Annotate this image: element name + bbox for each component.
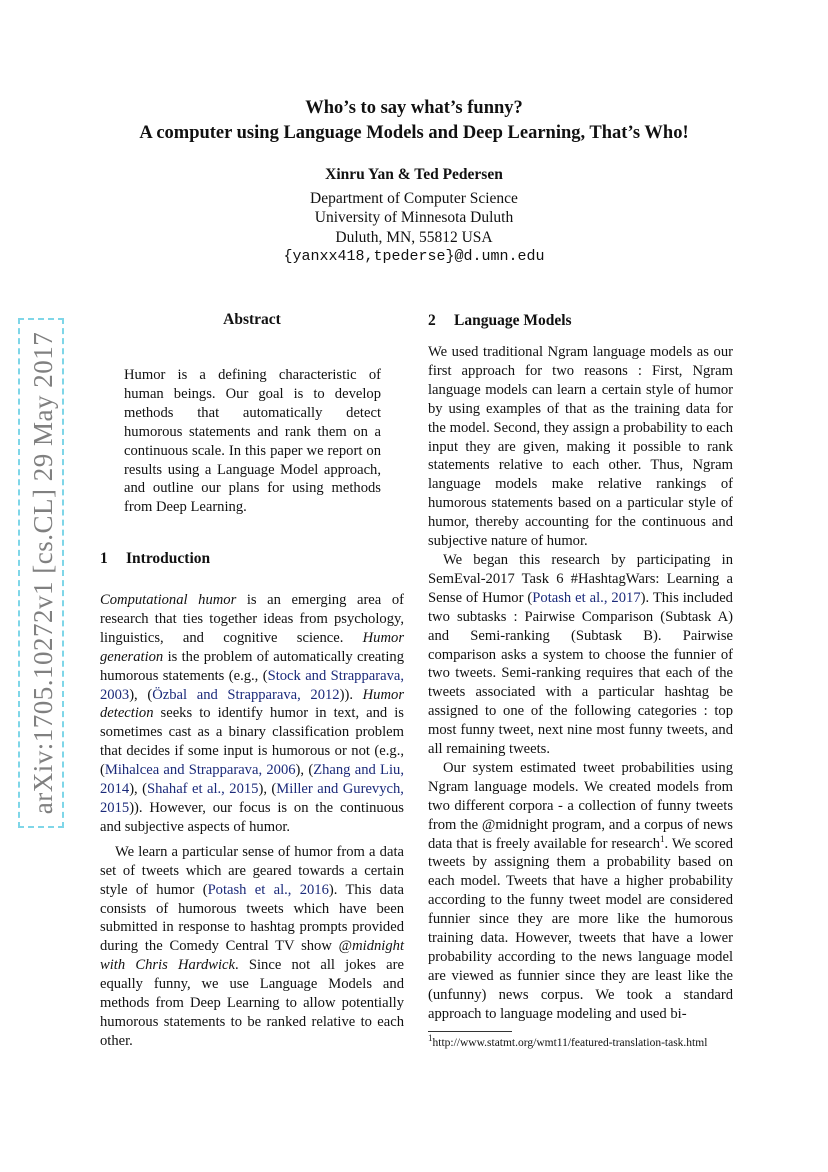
- title-line-2: A computer using Language Models and Deep Learning, That’s Who!: [139, 123, 689, 143]
- author-names: Xinru Yan & Ted Pedersen: [325, 166, 503, 183]
- footnote-marker[interactable]: 1: [660, 833, 665, 844]
- text-span: )). However, our focus is on the continuous and subjective aspects of humor.: [100, 799, 404, 835]
- citation-link[interactable]: Zhang and Liu, 2014: [100, 762, 404, 798]
- intro-paragraph-1: [100, 591, 404, 837]
- lm-title: Language Models: [454, 312, 572, 329]
- footnote-rule: [428, 1031, 512, 1032]
- text-span: ). This included two subtasks : Pairwise Comparison (Subtask A) and Semi-ranking (Subtask B). Pairwise comparison asks a system to choose the funnier of two tweets. Semi-ranking requires that each of the tweets associated with a particular hashtag be assigned to one of the following categories : top most funny tweet, next nine most funny tweets, and all remaining tweets.: [428, 589, 733, 758]
- term-midnight-show: midnight with Chris Hardwick: [100, 938, 404, 974]
- text-span: We learn a particular sense of humor from a data set of tweets which are geared towards a certain style of humor (: [100, 843, 404, 898]
- text-span: seeks to identify humor in text, and is sometimes cast as a binary classification problem that decides if some input is humorous or not (e.g., (: [100, 705, 404, 779]
- text-span: ), (: [258, 781, 277, 798]
- abstract-body: [124, 366, 381, 517]
- intro-number: 1: [100, 550, 108, 567]
- text-span: . We scored tweets by assigning them a probability based on each model. Tweets that have a higher probability according to the funny tweet model are considered funnier since they are more like the humorous training data. However, tweets that have a lower probability according to the news language model are viewed as funnier since they are least like the (unfunny) news corpus. We took a standard approach to language modeling and used bi-: [428, 835, 733, 1022]
- author-department: Department of Computer Science: [310, 189, 518, 207]
- author-city: Duluth, MN, 55812 USA: [335, 228, 493, 246]
- lm-heading: [428, 311, 572, 331]
- text-span: is the problem of automatically creating humorous statements (e.g., (: [100, 648, 404, 684]
- lm-body: [428, 343, 733, 1024]
- term-humor-generation: Humor generation: [100, 629, 404, 665]
- citation-link[interactable]: Miller and Gurevych, 2015: [100, 781, 404, 816]
- lm-paragraph-1: We used traditional Ngram language models as our first approach for two reasons : First, Ngram language models can learn a certain style of humor by using examples of that as the training data for the model. Second, they assign a probability to each input they are given, making it possible to rank statements relative to each other. Thus, Ngram language models make relative rankings of humorous statements based on a particular style of humor, thereby accounting for the continuous and subjective nature of humor.: [428, 344, 733, 550]
- citation-link[interactable]: Özbal and Strapparava, 2012: [152, 686, 340, 703]
- abstract-heading: Abstract: [223, 311, 281, 328]
- text-span: . Since not all jokes are equally funny, we use Language Models and methods from Deep Learning to allow potentially humorous statements to be ranked relative to each other.: [100, 957, 404, 1049]
- text-span: ). This data consists of humorous tweets which have been submitted in response to hashtag prompts provided during the Comedy Central TV show @: [100, 881, 404, 955]
- text-span: ), (: [129, 686, 153, 703]
- text-span: ), (: [295, 762, 314, 779]
- intro-paragraph-2: [100, 843, 404, 1051]
- term-computational-humor: Computational humor: [100, 592, 237, 608]
- author-block: [0, 165, 828, 267]
- text-span: We began this research by participating in SemEval-2017 Task 6 #HashtagWars: Learning a Sense of Humor (: [428, 551, 733, 606]
- citation-link[interactable]: Potash et al., 2016: [207, 881, 329, 898]
- lm-number: 2: [428, 312, 436, 329]
- title-line-1: Who’s to say what’s funny?: [305, 98, 523, 118]
- citation-link[interactable]: Shahaf et al., 2015: [147, 781, 259, 798]
- paper-title: [0, 96, 828, 146]
- intro-title: Introduction: [126, 550, 211, 567]
- text-span: Our system estimated tweet probabilities using Ngram language models. We created models from two different corpora - a collection of funny tweets from the @midnight program, and a corpus of news data that is freely available for research: [428, 759, 733, 852]
- arxiv-stamp[interactable]: arXiv:1705.10272v1 [cs.CL] 29 May 2017: [18, 318, 64, 828]
- text-span: is an emerging area of research that ties together ideas from psychology, linguistics, and cognitive science.: [100, 592, 404, 646]
- term-humor-detection: Humor detection: [100, 686, 404, 722]
- intro-body: [100, 591, 404, 1051]
- author-university: University of Minnesota Duluth: [314, 209, 514, 226]
- citation-link[interactable]: Mihalcea and Strapparava, 2006: [104, 762, 296, 779]
- lm-paragraph-3: [428, 759, 733, 1024]
- abstract-text: Humor is a defining characteristic of human beings. Our goal is to develop methods that automatically detect humorous statements and rank them on a continuous scale. In this paper we report on results using a Language Model approach, and outline our plans for using methods from Deep Learning.: [124, 367, 381, 516]
- citation-link[interactable]: Potash et al., 2017: [532, 589, 641, 606]
- citation-link[interactable]: Stock and Strapparava, 2003: [100, 667, 404, 703]
- text-span: )).: [339, 686, 363, 703]
- text-span: ), (: [129, 781, 148, 798]
- footnote: [428, 1033, 733, 1051]
- author-email[interactable]: {yanxx418,tpederse}@d.umn.edu: [283, 248, 545, 265]
- intro-heading: [100, 549, 210, 569]
- footnote-url[interactable]: http://www.statmt.org/wmt11/featured-translation-task.html: [432, 1037, 708, 1049]
- lm-paragraph-2: [428, 551, 733, 759]
- footnote-number: 1: [428, 1033, 433, 1044]
